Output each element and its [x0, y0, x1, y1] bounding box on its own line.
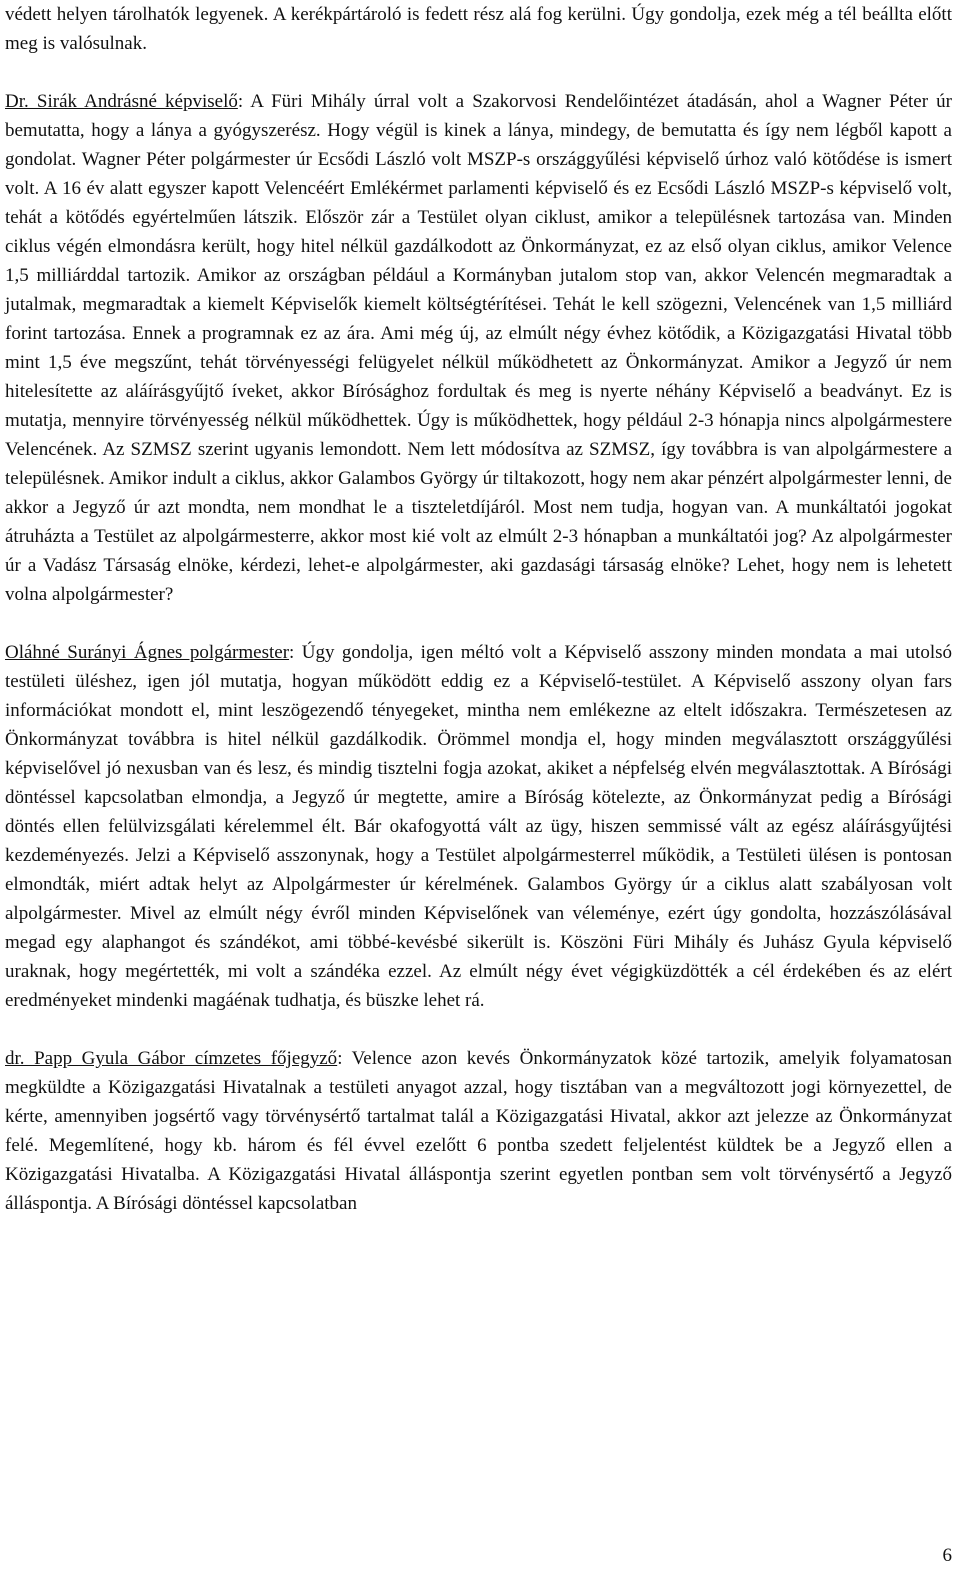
- paragraph-2-text: A Füri Mihály úrral volt a Szakorvosi Rendelőintézet átadásán, ahol a Wagner Péter úr bemutatta, hogy a lánya a gyógyszerész. Hogy végül is kinek a lánya, mindegy, de bemutatta és így nem légből kapott a gondolat. Wagner Péter polgármester úr Ecsődi László volt MSZP-s országgyűlési képviselő úrhoz való kötődése is ismert volt. A 16 év alatt egyszer kapott Velencéért Emlékérmet parlamenti képviselő és ez Ecsődi László MSZP-s képviselő volt, tehát a kötődés egyértelműen látszik. Először zár a Testület olyan ciklust, amikor a településnek tartozása van. Minden ciklus végén elmondásra került, hogy hitel nélkül gazdálkodott az Önkormányzat, ez az első olyan ciklus, amikor Velence 1,5 milliárddal tartozik. Amikor az országban például a Kormányban jutalom stop van, akkor Velencén megmaradtak a jutalmak, megmaradtak a kiemelt Képviselők kiemelt költségtérítései. Tehát le kell szögezni, Velencének van 1,5 milliárd forint tartozása. Ennek a programnak ez az ára. Ami még új, az elmúlt négy évhez kötődik, a Közigazgatási Hivatal több mint 1,5 éve megszűnt, tehát törvényességi felügyelet nélkül működhetett az Önkormányzat. Amikor a Jegyző úr nem hitelesítette az aláírásgyűjtő íveket, akkor Bírósághoz fordultak és meg is nyerte néhány Képviselő a beadványt. Ez is mutatja, mennyire törvényesség nélkül működhettek. Úgy is működhettek, hogy például 2-3 hónapja nincs alpolgármestere Velencének. Az SZMSZ szerint ugyanis lemondott. Nem lett módosítva az SZMSZ, így továbbra is van alpolgármestere a településnek. Amikor indult a ciklus, akkor Galambos György úr tiltakozott, hogy nem akar pénzért alpolgármester lenni, de akkor a Jegyző úr azt mondta, nem mondhat le a tiszteletdíjáról. Most nem tudja, hogyan van. A munkáltatói jogokat átruházta a Testület az alpolgármesterre, akkor most kié volt az elmúlt 2-3 hónapban a munkáltatói jog? Az alpolgármester úr a Vadász Társaság elnöke, kérdezi, lehet-e alpolgármester, aki gazdasági társaság elnöke? Lehet, hogy nem is lehetett volna alpolgármester?: [5, 91, 953, 605]
- speaker-olahne: Oláhné Surányi Ágnes polgármester: [5, 642, 290, 663]
- paragraph-3: [5, 638, 952, 1015]
- speaker-colon: :: [337, 1048, 343, 1069]
- speaker-colon: :: [289, 642, 295, 663]
- paragraph-4-text: Velence azon kevés Önkormányzatok közé tartozik, amelyik folyamatosan megküldte a Közigazgatási Hivatalnak a testületi anyagot azzal, hogy tisztában van a megváltozott jogi környezettel, de kérte, amennyiben jogsértő vagy törvénysértő tartalmat talál a Közigazgatási Hivatal, akkor azt jelezze az Önkormányzat felé. Megemlítené, hogy kb. három és fél évvel ezelőtt 6 pontba szedett feljelentést küldtek be a Jegyző ellen a Közigazgatási Hivatalba. A Közigazgatási Hivatal álláspontja szerint egyetlen pontban sem volt törvénysértő a Jegyző álláspontja. A Bírósági döntéssel kapcsolatban: [5, 1048, 952, 1214]
- speaker-papp: dr. Papp Gyula Gábor címzetes főjegyző: [5, 1048, 338, 1069]
- paragraph-4: [5, 1044, 952, 1218]
- speaker-colon: :: [237, 91, 244, 112]
- paragraph-1: [5, 0, 952, 58]
- speaker-sirak: Dr. Sirák Andrásné képviselő: [5, 91, 238, 112]
- paragraph-2: [5, 87, 952, 609]
- paragraph-1-text: védett helyen tárolhatók legyenek. A kerékpártároló is fedett rész alá fog kerülni. Úgy gondolja, ezek még a tél beállta előtt meg is valósulnak.: [5, 4, 952, 54]
- page-number: 6: [942, 1545, 952, 1566]
- paragraph-3-text: Úgy gondolja, igen méltó volt a Képviselő asszony minden mondata a mai utolsó testületi üléshez, igen jól mutatja, hogyan működött eddig ez a Képviselő-testület. A Képviselő asszony olyan fars információkat mondott el, mint leszögezendő tényegeket, mintha nem emlékezne az eltelt időszakra. Természetesen az Önkormányzat továbbra is hitel nélkül gazdálkodik. Örömmel mondja el, hogy minden megválasztott országgyűlési képviselővel jó nexusban van és lesz, és mindig tisztelni fogja azokat, akiket a népfelség elvén megválasztottak. A Bírósági döntéssel kapcsolatban elmondja, a Jegyző úr megtette, amire a Bíróság kötelezte, az Önkormányzat pedig a Bírósági döntés ellen felülvizsgálati kérelemmel élt. Bár okafogyottá vált az ügy, hiszen semmissé vált az egész aláírásgyűjtési kezdeményezés. Jelzi a Képviselő asszonynak, hogy a Testület alpolgármesterrel működik, a Testületi ülésen is pontosan elmondták, miért adtak helyt az Alpolgármester úr kérelmének. Galambos György úr a ciklus alatt szabályosan volt alpolgármester. Mivel az elmúlt négy évről minden Képviselőnek van véleménye, ezért úgy gondolta, hozzászólásával megad egy alaphangot és szándékot, ami többé-kevésbé sikerült is. Köszöni Füri Mihály és Juhász Gyula képviselő uraknak, hogy megértették, mi volt a szándéka ezzel. Az elmúlt négy évet végigküzdötték a cél érdekében és az elért eredményeket mindenki magáénak tudhatja, és büszke lehet rá.: [5, 642, 952, 1011]
- document-page: [5, 0, 952, 1218]
